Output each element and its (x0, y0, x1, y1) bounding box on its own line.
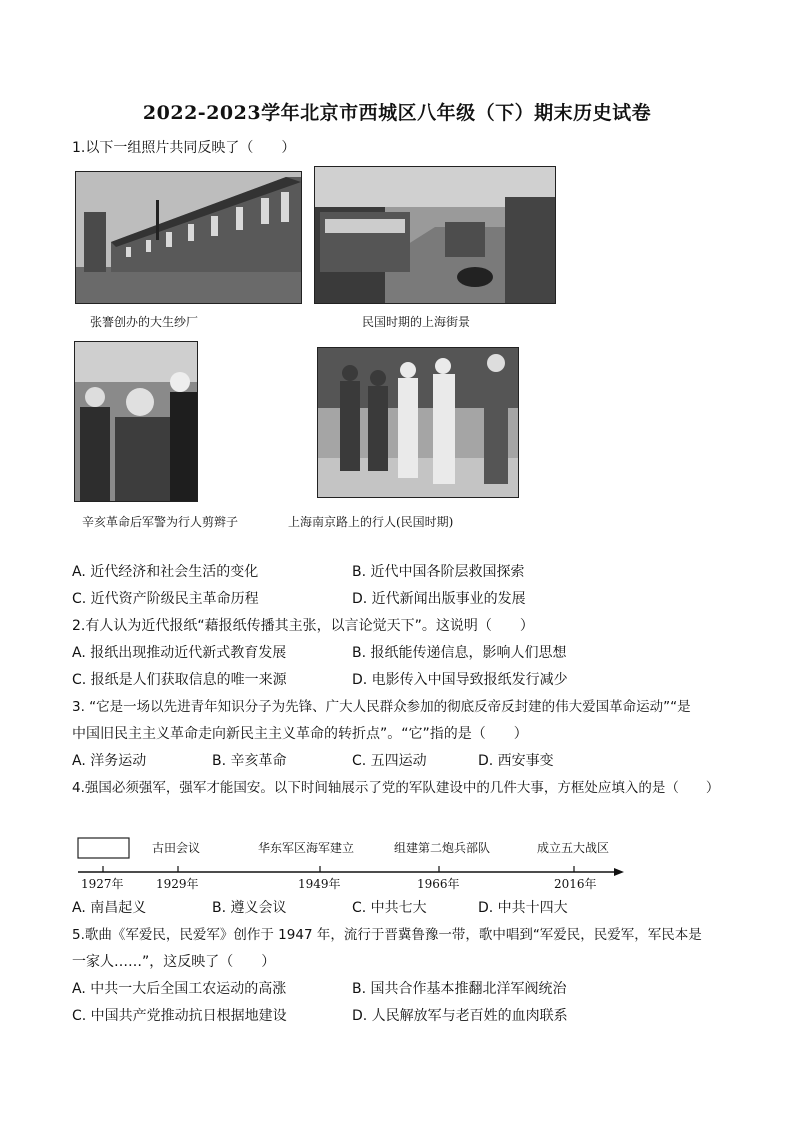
timeline-event-navy: 华东军区海军建立 (258, 841, 355, 855)
q4-option-b[interactable]: B. 遵义会议 (212, 900, 287, 916)
q1-option-c[interactable]: C. 近代资产阶级民主革命历程 (72, 591, 259, 607)
q2-option-c[interactable]: C. 报纸是人们获取信息的唯一来源 (72, 672, 287, 688)
q1-option-a[interactable]: A. 近代经济和社会生活的变化 (72, 564, 259, 580)
timeline-event-artillery: 组建第二炮兵部队 (394, 841, 491, 855)
q5-stem-line2: 一家人……”，这反映了（ ） (72, 954, 276, 970)
q4-stem: 4.强国必须强军，强军才能国安。以下时间轴展示了党的军队建设中的几件大事，方框处应填入的是（ ） (72, 780, 720, 796)
timeline-year-2016: 2016年 (554, 877, 597, 891)
q2-option-a[interactable]: A. 报纸出现推动近代新式教育发展 (72, 645, 287, 661)
caption-nanjing-road: 上海南京路上的行人(民国时期) (288, 515, 454, 529)
caption-queue-cutting: 辛亥革命后军警为行人剪辫子 (82, 515, 239, 529)
q2-option-d[interactable]: D. 电影传入中国导致报纸发行减少 (352, 672, 568, 688)
timeline-year-1929: 1929年 (156, 877, 199, 891)
q2-stem: 2.有人认为近代报纸“藉报纸传播其主张，以言论觉天下”。这说明（ ） (72, 618, 534, 634)
q4-option-c[interactable]: C. 中共七大 (352, 900, 427, 916)
q1-option-d[interactable]: D. 近代新闻出版事业的发展 (352, 591, 526, 607)
timeline-year-1927: 1927年 (81, 877, 124, 891)
q1-stem: 1.以下一组照片共同反映了（ ） (72, 140, 296, 156)
timeline-year-1966: 1966年 (417, 877, 460, 891)
timeline-event-theaters: 成立五大战区 (537, 841, 610, 855)
q3-option-d[interactable]: D. 西安事变 (478, 753, 554, 769)
timeline-year-1949: 1949年 (298, 877, 341, 891)
q3-option-b[interactable]: B. 辛亥革命 (212, 753, 287, 769)
q3-stem-line2: 中国旧民主主义革命走向新民主主义革命的转折点”。“它”指的是（ ） (72, 726, 528, 742)
page-title: 2022-2023学年北京市西城区八年级（下）期末历史试卷 (142, 102, 652, 124)
photo-factory (75, 171, 302, 304)
q5-stem-line1: 5.歌曲《军爱民，民爱军》创作于 1947 年，流行于晋冀鲁豫一带，歌中唱到“军爱民，民爱军，军民本是 (72, 927, 702, 943)
photo-nanjing-road (317, 347, 519, 498)
q3-option-c[interactable]: C. 五四运动 (352, 753, 427, 769)
q3-option-a[interactable]: A. 洋务运动 (72, 753, 147, 769)
q4-option-a[interactable]: A. 南昌起义 (72, 900, 147, 916)
q1-option-b[interactable]: B. 近代中国各阶层救国探索 (352, 564, 525, 580)
q3-stem-line1: 3. “它是一场以先进青年知识分子为先锋、广大人民群众参加的彻底反帝反封建的伟大爱国革命运动”“是 (72, 699, 691, 715)
q4-option-d[interactable]: D. 中共十四大 (478, 900, 568, 916)
q5-option-c[interactable]: C. 中国共产党推动抗日根据地建设 (72, 1008, 287, 1024)
caption-factory: 张謇创办的大生纱厂 (90, 315, 199, 329)
timeline (72, 834, 632, 894)
q5-option-b[interactable]: B. 国共合作基本推翻北洋军阀统治 (352, 981, 567, 997)
q5-option-a[interactable]: A. 中共一大后全国工农运动的高涨 (72, 981, 287, 997)
q5-option-d[interactable]: D. 人民解放军与老百姓的血肉联系 (352, 1008, 568, 1024)
photo-queue-cutting (74, 341, 198, 502)
timeline-event-gutian: 古田会议 (152, 841, 201, 855)
caption-street: 民国时期的上海街景 (362, 315, 471, 329)
q2-option-b[interactable]: B. 报纸能传递信息，影响人们思想 (352, 645, 567, 661)
photo-shanghai-street (314, 166, 556, 304)
